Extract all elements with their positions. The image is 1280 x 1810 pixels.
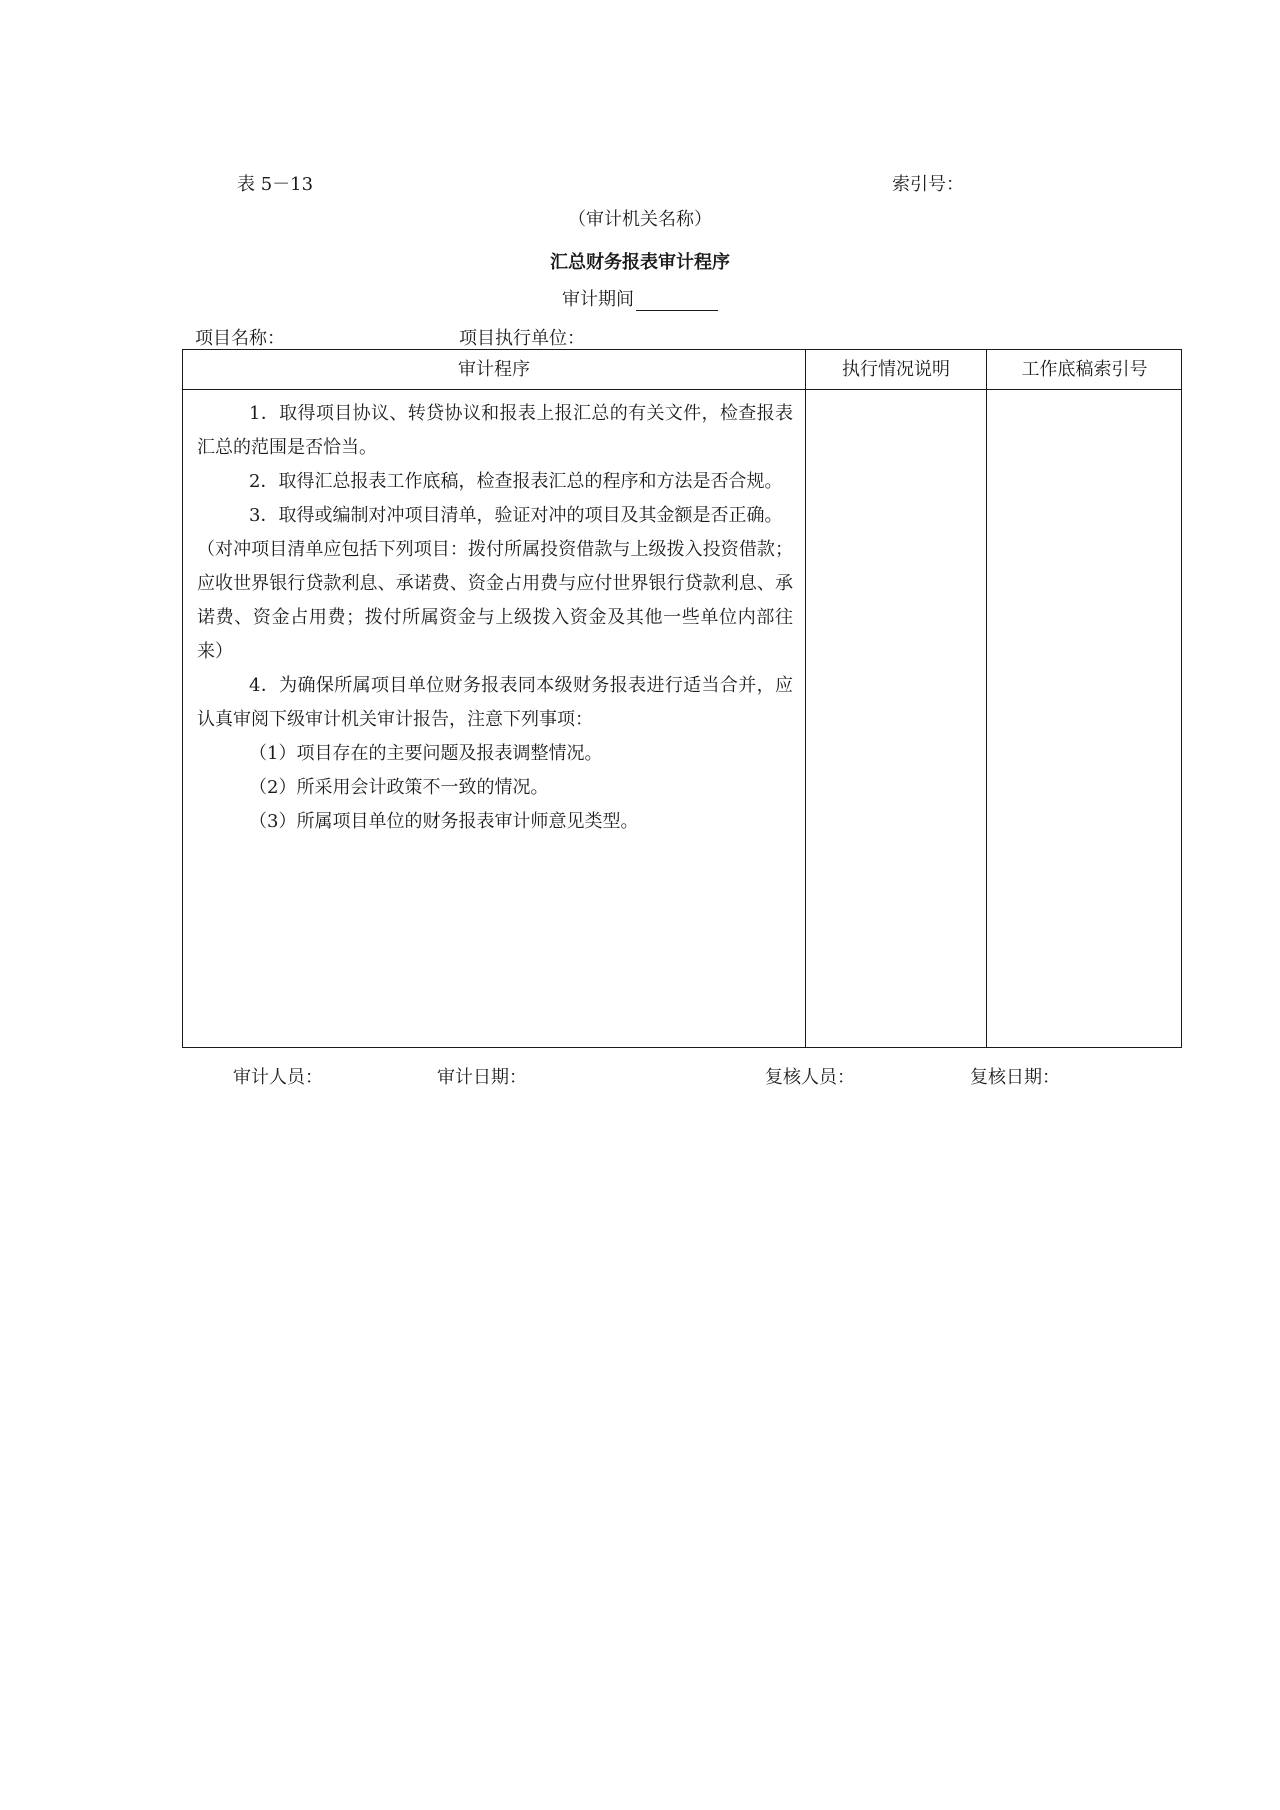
agency-name: （审计机关名称） — [568, 209, 712, 230]
table-divider — [805, 350, 806, 1047]
table-header-divider — [183, 389, 1181, 390]
project-unit-label: 项目执行单位： — [459, 328, 585, 349]
review-date-label: 复核日期： — [970, 1067, 1060, 1088]
form-number: 表 5－13 — [237, 174, 314, 195]
index-number-label: 索引号： — [892, 174, 964, 195]
column-header-procedure: 审计程序 — [458, 359, 530, 380]
column-header-workpaper-index: 工作底稿索引号 — [1021, 359, 1148, 380]
table-divider — [986, 350, 987, 1047]
procedure-item: 2．取得汇总报表工作底稿，检查报表汇总的程序和方法是否合规。 — [249, 471, 783, 492]
page-title: 汇总财务报表审计程序 — [550, 252, 730, 273]
audit-period-blank — [636, 290, 718, 311]
column-header-execution: 执行情况说明 — [842, 359, 950, 380]
procedure-item: 3．取得或编制对冲项目清单，验证对冲的项目及其金额是否正确。 — [249, 505, 783, 526]
auditor-label: 审计人员： — [233, 1067, 323, 1088]
procedure-subitem: （1）项目存在的主要问题及报表调整情况。 — [249, 743, 603, 764]
audit-date-label: 审计日期： — [437, 1067, 527, 1088]
procedure-list — [197, 397, 793, 839]
procedure-note: （对冲项目清单应包括下列项目：拨付所属投资借款与上级拨入投资借款；应收世界银行贷款利息、承诺费、资金占用费与应付世界银行贷款利息、承诺费、资金占用费；拨付所属资金与上级拨入资金及其他一些单位内部往来） — [197, 539, 793, 662]
audit-procedure-table — [182, 349, 1182, 1048]
procedure-item: 1．取得项目协议、转贷协议和报表上报汇总的有关文件，检查报表汇总的范围是否恰当。 — [197, 403, 793, 458]
audit-period-label: 审计期间 — [562, 289, 634, 310]
procedure-item: 4．为确保所属项目单位财务报表同本级财务报表进行适当合并，应认真审阅下级审计机关审计报告，注意下列事项： — [197, 675, 793, 730]
procedure-subitem: （3）所属项目单位的财务报表审计师意见类型。 — [249, 811, 639, 832]
audit-period — [0, 285, 1280, 311]
project-name-label: 项目名称： — [195, 328, 285, 349]
procedure-subitem: （2）所采用会计政策不一致的情况。 — [249, 777, 549, 798]
reviewer-label: 复核人员： — [765, 1067, 855, 1088]
